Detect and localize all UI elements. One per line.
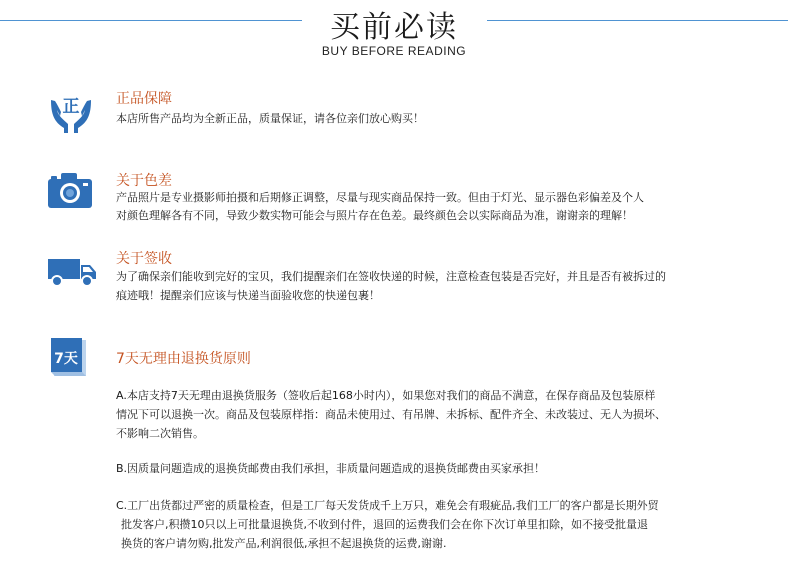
policy-a-line1: A.本店支持7天无理由退换货服务（签收后起168小时内），如果您对我们的商品不满意，在保存商品及包装原样: [116, 389, 656, 402]
calendar-7-days-icon: [48, 336, 90, 378]
delivery-truck-icon: [46, 256, 98, 288]
seven-days-icon-glyph: 7天: [54, 351, 78, 367]
section-body-delivery-line2: 痕迹哦！提醒亲们应该与快递当面验收您的快递包裹！: [116, 289, 380, 302]
page-title: 买前必读: [330, 10, 458, 45]
policy-c-line3: 换货的客户请勿购,批发产品,利润很低,承担不起退换货的运费,谢谢.: [121, 537, 447, 550]
section-title-return: 7天无理由退换货原则: [116, 351, 251, 367]
page-header: [0, 0, 788, 62]
section-body-genuine-line1: 本店所售产品均为全新正品，质量保证，请各位亲们放心购买！: [116, 112, 424, 125]
policy-a-line2: 情况下可以退换一次。商品及包装原样指：商品未使用过、有吊牌、未拆标、配件齐全、未改装过、无人为损坏、: [116, 408, 666, 421]
camera-icon: [46, 170, 94, 210]
policy-c-line1: C.工厂出货都过严密的质量检查，但是工厂每天发货成千上万只，难免会有瑕疵品,我们工厂的客户都是长期外贸: [116, 499, 659, 512]
policy-b-line1: B.因质量问题造成的退换货邮费由我们承担，非质量问题造成的退换货邮费由买家承担！: [116, 462, 546, 475]
section-body-color-line2: 对颜色理解各有不同，导致少数实物可能会与照片存在色差。最终颜色会以实际商品为准，谢谢亲的理解！: [116, 209, 633, 222]
section-color-difference: [0, 168, 788, 228]
policy-a-line3: 不影响二次销售。: [116, 427, 204, 440]
hands-genuine-icon: [46, 90, 96, 134]
section-body-color-line1: 产品照片是专业摄影师拍摄和后期修正调整，尽量与现实商品保持一致。但由于灯光、显示器色彩偏差及个人: [116, 191, 644, 204]
genuine-icon-glyph: 正: [62, 97, 80, 117]
section-delivery: [0, 248, 788, 308]
page-subtitle: BUY BEFORE READING: [321, 44, 467, 58]
policy-c-line2: 批发客户,积攒10只以上可批量退换货,不收到付件，退回的运费我们会在你下次订单里扣除，如不接受批量退: [121, 518, 648, 531]
section-genuine: [0, 84, 788, 134]
section-title-delivery: 关于签收: [116, 251, 172, 267]
section-body-delivery-line1: 为了确保亲们能收到完好的宝贝，我们提醒亲们在签收快递的时候，注意检查包装是否完好，并且是否有被拆过的: [116, 270, 666, 283]
section-title-color: 关于色差: [116, 173, 172, 189]
section-return-policy: [0, 332, 788, 382]
section-title-genuine: 正品保障: [116, 91, 172, 107]
